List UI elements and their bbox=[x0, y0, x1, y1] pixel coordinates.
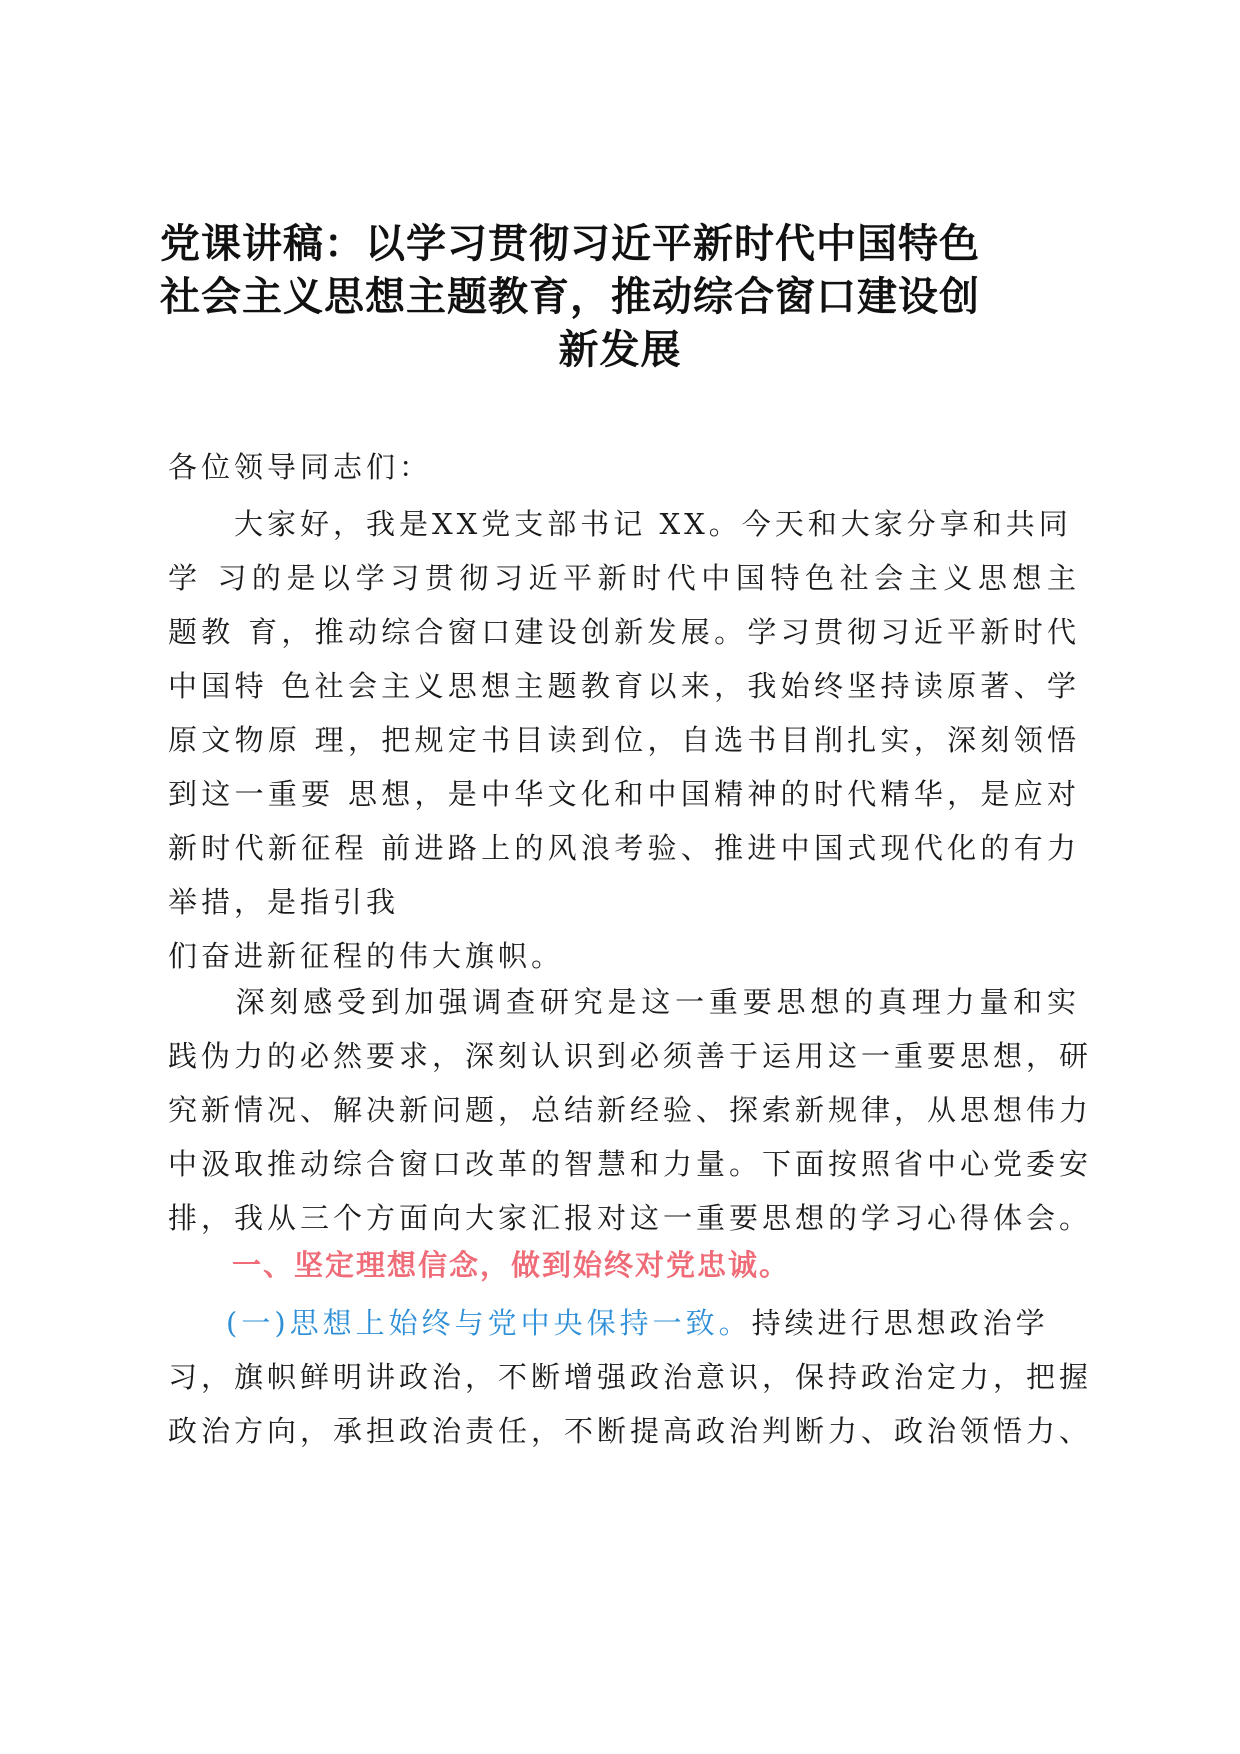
salutation-text: 各位领导同志们： bbox=[168, 450, 433, 484]
paragraph-line: 习，旗帜鲜明讲政治，不断增强政治意识，保持政治定力，把握 bbox=[168, 1360, 1093, 1394]
paragraph-line: 大家好，我是XX党支部书记 XX。今天和大家分享和共同 bbox=[168, 507, 1072, 541]
paragraph-2 bbox=[168, 975, 1093, 1245]
paragraph-line: 政治方向，承担政治责任，不断提高政治判断力、政治领悟力、 bbox=[168, 1414, 1093, 1448]
title-line-1: 党课讲稿：以学习贯彻习近平新时代中国特色 bbox=[160, 221, 980, 267]
paragraph-3 bbox=[168, 1296, 1093, 1458]
paragraph-line: 深刻感受到加强调查研究是这一重要思想的真理力量和实 bbox=[168, 985, 1080, 1019]
document-title bbox=[160, 218, 1080, 377]
paragraph-line: 题教 育，推动综合窗口建设创新发展。学习贯彻习近平新时代 bbox=[168, 615, 1080, 649]
paragraph-line-rest: 持续进行思想政治学 bbox=[751, 1306, 1049, 1340]
paragraph-line: 学 习的是以学习贯彻习近平新时代中国特色社会主义思想主 bbox=[168, 561, 1080, 595]
paragraph-line: 们奋进新征程的伟大旗帜。 bbox=[168, 939, 565, 973]
paragraph-line: 中汲取推动综合窗口改革的智慧和力量。下面按照省中心党委安 bbox=[168, 1147, 1093, 1181]
paragraph-line: 究新情况、解决新问题，总结新经验、探索新规律，从思想伟力 bbox=[168, 1093, 1093, 1127]
paragraph-line: 举措，是指引我 bbox=[168, 885, 400, 919]
paragraph-line: 排，我从三个方面向大家汇报对这一重要思想的学习心得体会。 bbox=[168, 1201, 1093, 1235]
paragraph-first-line bbox=[168, 1296, 1080, 1350]
paragraph-1 bbox=[168, 497, 1080, 983]
paragraph-line: 中国特 色社会主义思想主题教育以来，我始终坚持读原著、学 bbox=[168, 669, 1080, 703]
paragraph-line: 新时代新征程 前进路上的风浪考验、推进中国式现代化的有力 bbox=[168, 831, 1080, 865]
title-line-3: 新发展 bbox=[558, 327, 682, 373]
salutation bbox=[168, 440, 1080, 494]
paragraph-line: 原文物原 理，把规定书目读到位，自选书目削扎实，深刻领悟 bbox=[168, 723, 1080, 757]
sub-heading-1: (一)思想上始终与党中央保持一致。 bbox=[226, 1306, 752, 1340]
section-heading-1: 一、坚定理想信念，做到始终对党忠诚。 bbox=[232, 1248, 791, 1282]
paragraph-line: 践伪力的必然要求，深刻认识到必须善于运用这一重要思想，研 bbox=[168, 1039, 1093, 1073]
title-line-2: 社会主义思想主题教育，推动综合窗口建设创 bbox=[160, 274, 980, 320]
paragraph-line: 到这一重要 思想，是中华文化和中国精神的时代精华，是应对 bbox=[168, 777, 1080, 811]
